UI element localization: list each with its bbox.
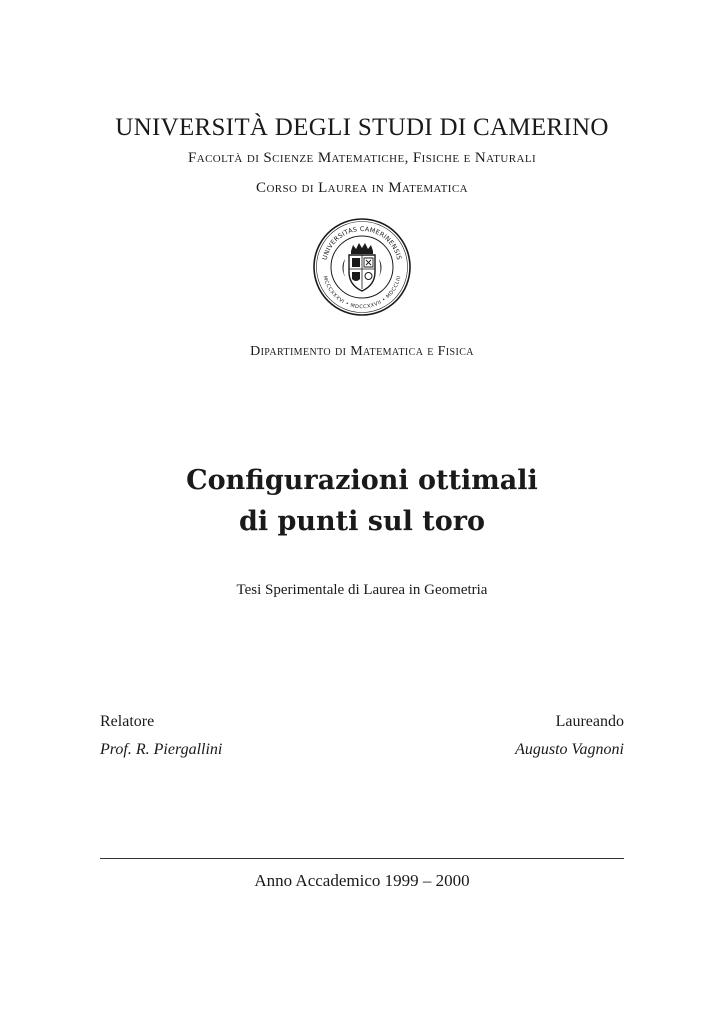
thesis-title-line-1: Configurazioni ottimali	[186, 465, 538, 496]
candidate-name: Augusto Vagnoni	[515, 741, 624, 758]
candidate-role: Laureando	[555, 713, 624, 730]
horizontal-divider	[100, 858, 624, 859]
department-name: Dipartimento di Matematica e Fisica	[250, 344, 474, 359]
course-name: Corso di Laurea in Matematica	[256, 180, 468, 196]
seal-ring-text-top: UNIVERSITAS CAMERINENSIS	[320, 224, 404, 261]
academic-year: Anno Accademico 1999 – 2000	[254, 871, 470, 890]
university-seal-icon	[312, 217, 412, 317]
thesis-subtitle: Tesi Sperimentale di Laurea in Geometria	[236, 582, 488, 598]
thesis-title-line-2: di punti sul toro	[238, 506, 485, 537]
university-name: UNIVERSITÀ DEGLI STUDI DI CAMERINO	[115, 114, 609, 141]
seal-ring-text-bottom: MCCCXXXVI • MDCCXXVII • MDCCLIII	[321, 275, 403, 311]
advisor-role: Relatore	[100, 713, 155, 730]
advisor-name: Prof. R. Piergallini	[100, 741, 223, 758]
advisor-block	[100, 708, 222, 764]
faculty-name: Facoltà di Scienze Matematiche, Fisiche e Naturali	[187, 150, 537, 166]
candidate-block	[515, 708, 624, 764]
